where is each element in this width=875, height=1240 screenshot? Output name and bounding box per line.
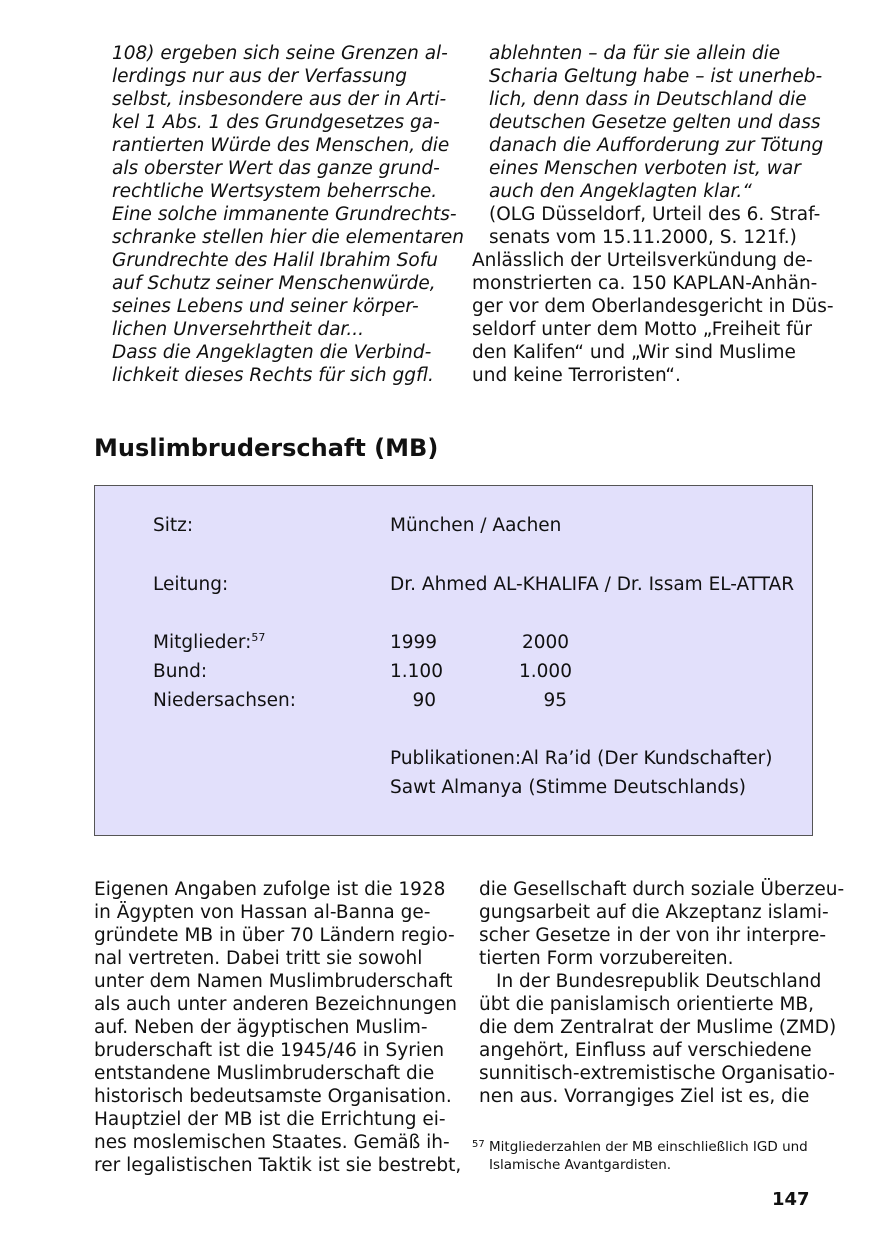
paragraph	[472, 249, 834, 387]
text-line: Eigenen Angaben zufolge ist die 1928	[94, 879, 446, 900]
bund-2000-value: 1.000	[519, 661, 572, 682]
text-line: 108) ergeben sich seine Grenzen al-	[112, 43, 448, 64]
sitz-value: München / Aachen	[390, 515, 562, 536]
text-line: rantierten Würde des Menschen, die	[112, 135, 450, 156]
text-line: gründete MB in über 70 Ländern regio-	[94, 925, 455, 946]
text-line: In der Bundesrepublik Deutschland	[496, 971, 822, 992]
text-line: als oberster Wert das ganze grund-	[112, 158, 440, 179]
text-line: die Gesellschaft durch soziale Überzeu-	[479, 879, 845, 900]
section-title: Muslimbruderschaft (MB)	[94, 434, 439, 462]
footnote-line: Mitgliederzahlen der MB einschließlich IGD und	[489, 1139, 808, 1155]
text-line: senats vom 15.11.2000, S. 121f.)	[489, 227, 797, 248]
text-line: auf Schutz seiner Menschenwürde,	[112, 273, 436, 294]
organization-info-box	[94, 485, 813, 836]
text-line: tierten Form vorzubereiten.	[479, 948, 734, 969]
year-2000-header: 2000	[522, 632, 570, 653]
text-line: danach die Aufforderung zur Tötung	[489, 135, 824, 156]
text-line: Anlässlich der Urteilsverkündung de-	[472, 250, 813, 271]
text-line: lichkeit dieses Rechts für sich ggfl.	[112, 365, 434, 386]
text-line: seines Lebens und seiner körper-	[112, 296, 419, 317]
text-line: historisch bedeutsamste Organisation.	[94, 1086, 452, 1107]
text-line: Grundrechte des Halil Ibrahim Sofu	[112, 250, 438, 271]
text-line: rer legalistischen Taktik ist sie bestrebt,	[94, 1155, 462, 1176]
text-line: ablehnten – da für sie allein die	[489, 43, 781, 64]
text-line: rechtliche Wertsystem beherrsche.	[112, 181, 438, 202]
text-line: kel 1 Abs. 1 des Grundgesetzes ga-	[112, 112, 440, 133]
text-line: seldorf unter dem Motto „Freiheit für	[472, 319, 812, 340]
text-line: Hauptziel der MB ist die Errichtung ei-	[94, 1109, 446, 1130]
text-line: nen aus. Vorrangiges Ziel ist es, die	[479, 1086, 810, 1107]
text-line: monstrierten ca. 150 KAPLAN-Anhän-	[472, 273, 818, 294]
quote-right-column	[472, 42, 834, 387]
text-line: in Ägypten von Hassan al-Banna ge-	[94, 902, 431, 923]
text-line: als auch unter anderen Bezeichnungen	[94, 994, 458, 1015]
text-line: angehört, Einfluss auf verschiedene	[479, 1040, 812, 1061]
text-line: scher Gesetze in der von ihr interpre-	[479, 925, 827, 946]
publikationen-line-1: Publikationen:Al Ra’id (Der Kundschafter)	[390, 748, 773, 769]
sitz-label: Sitz:	[153, 515, 194, 536]
paragraph	[479, 878, 844, 970]
text-line: (OLG Düsseldorf, Urteil des 6. Straf-	[489, 204, 821, 225]
text-line: deutschen Gesetze gelten und dass	[489, 112, 821, 133]
footnote-line: Islamische Avantgardisten.	[489, 1157, 672, 1173]
bund-1999-value: 1.100	[390, 661, 443, 682]
footnote-reference: 57	[251, 631, 266, 644]
text-line: nes moslemischen Staates. Gemäß ih-	[94, 1132, 450, 1153]
text-line: Eine solche immanente Grundrechts-	[112, 204, 457, 225]
text-line: schranke stellen hier die elementaren	[112, 227, 464, 248]
text-line: unter dem Namen Muslimbruderschaft	[94, 971, 453, 992]
text-line: nal vertreten. Dabei tritt sie sowohl	[94, 948, 423, 969]
body-left-column	[94, 878, 461, 1177]
text-line: selbst, insbesondere aus der in Arti-	[112, 89, 447, 110]
text-line: eines Menschen verboten ist, war	[489, 158, 801, 179]
niedersachsen-2000-value: 95	[543, 690, 567, 711]
text-line: übt die panislamisch orientierte MB,	[479, 994, 814, 1015]
quote-left-column	[112, 42, 464, 387]
footnote	[472, 1138, 808, 1174]
text-line: auf. Neben der ägyptischen Muslim-	[94, 1017, 428, 1038]
leitung-value: Dr. Ahmed AL-KHALIFA / Dr. Issam EL-ATTAR	[390, 574, 795, 595]
text-line: Dass die Angeklagten die Verbind-	[112, 342, 432, 363]
text-line: ger vor dem Oberlandesgericht in Düs-	[472, 296, 834, 317]
text-line: sunnitisch-extremistische Organisatio-	[479, 1063, 835, 1084]
paragraph	[479, 970, 844, 1108]
bund-label: Bund:	[153, 661, 208, 682]
text-line: gungsarbeit auf die Akzeptanz islami-	[479, 902, 829, 923]
text-line: und keine Terroristen“.	[472, 365, 681, 386]
text-line: lichen Unversehrtheit dar...	[112, 319, 364, 340]
text-line: lich, denn dass in Deutschland die	[489, 89, 807, 110]
text-line: auch den Angeklagten klar.“	[489, 181, 752, 202]
niedersachsen-1999-value: 90	[412, 690, 436, 711]
text-line: Scharia Geltung habe – ist unerheb-	[489, 66, 823, 87]
niedersachsen-label: Niedersachsen:	[153, 690, 296, 711]
year-1999-header: 1999	[390, 632, 438, 653]
body-right-column	[479, 878, 844, 1108]
text-line: entstandene Muslimbruderschaft die	[94, 1063, 435, 1084]
text-line: lerdings nur aus der Verfassung	[112, 66, 408, 87]
publikationen-line-2: Sawt Almanya (Stimme Deutschlands)	[390, 777, 746, 798]
mitglieder-label-text: Mitglieder:	[153, 632, 252, 653]
leitung-label: Leitung:	[153, 574, 229, 595]
text-line: den Kalifen“ und „Wir sind Muslime	[472, 342, 796, 363]
page-number: 147	[772, 1189, 810, 1210]
quote-citation	[472, 203, 834, 249]
quote-continuation	[472, 42, 834, 203]
footnote-mark: 57	[472, 1139, 485, 1150]
text-line: die dem Zentralrat der Muslime (ZMD)	[479, 1017, 837, 1038]
mitglieder-label	[153, 631, 265, 654]
text-line: bruderschaft ist die 1945/46 in Syrien	[94, 1040, 445, 1061]
